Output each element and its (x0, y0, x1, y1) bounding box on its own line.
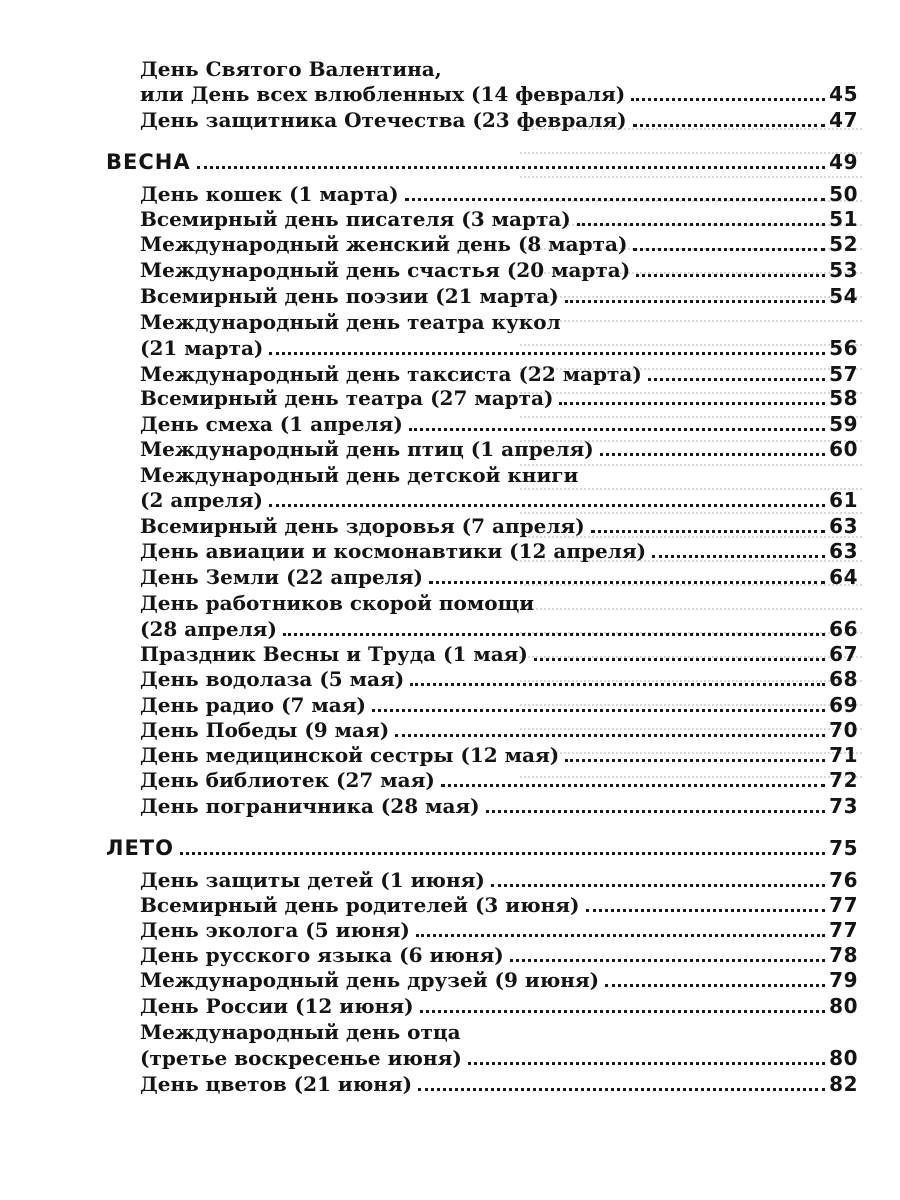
dot-leader (633, 248, 825, 251)
page-number: 58 (829, 386, 858, 410)
page-number: 63 (829, 539, 858, 563)
page-number: 79 (829, 968, 858, 992)
toc-entry (140, 106, 858, 132)
page-number: 47 (829, 108, 858, 132)
dot-leader (197, 166, 826, 169)
page-number: 76 (829, 868, 858, 892)
entry-title: День библиотек (27 мая) (140, 768, 435, 792)
entry-title: (28 апреля) (140, 617, 277, 641)
entry-title: День защитника Отечества (23 февраля) (140, 108, 627, 132)
dot-leader (636, 274, 825, 277)
dot-leader (372, 709, 825, 712)
entry-title: День смеха (1 апреля) (140, 412, 403, 436)
entry-title: День Победы (9 мая) (140, 718, 390, 742)
toc-entry (140, 435, 858, 461)
entry-title: Международный день отца (140, 1020, 461, 1044)
toc-entry (140, 741, 858, 767)
entry-title: День России (12 июня) (140, 994, 414, 1018)
entry-title: Международный день таксиста (22 марта) (140, 362, 642, 386)
page-number: 56 (829, 336, 858, 360)
dot-leader (652, 555, 825, 558)
section-title: ЛЕТО (106, 836, 174, 860)
toc-entry (140, 282, 858, 308)
entry-title: День радио (7 мая) (140, 693, 367, 717)
dot-leader (441, 784, 825, 787)
entry-title: (2 апреля) (140, 488, 263, 512)
dot-leader (486, 810, 826, 813)
toc-entry (140, 180, 858, 206)
dot-leader (565, 300, 826, 303)
entry-title: Международный женский день (8 марта) (140, 232, 628, 256)
dot-leader (395, 734, 825, 737)
toc-entry (140, 486, 858, 512)
toc-entry (140, 941, 858, 967)
page-number: 53 (829, 258, 858, 282)
dot-leader (605, 984, 825, 987)
toc-entry (140, 230, 858, 256)
dot-leader (405, 198, 826, 201)
dot-leader (631, 98, 825, 101)
entry-title: Всемирный день писателя (3 марта) (140, 207, 571, 231)
dot-leader (429, 581, 825, 584)
entry-title: Международный день детской книги (140, 463, 579, 487)
entry-title: (третье воскресенье июня) (140, 1046, 462, 1070)
dot-leader (565, 759, 825, 762)
toc-entry (140, 992, 858, 1018)
toc-entry (140, 308, 858, 334)
dot-leader (633, 124, 826, 127)
toc-entry (140, 665, 858, 691)
toc-entry (140, 716, 858, 742)
dot-leader (468, 1062, 825, 1065)
toc-entry (140, 966, 858, 992)
toc-entry (140, 410, 858, 436)
entry-title: День цветов (21 июня) (140, 1072, 413, 1096)
page-number: 64 (829, 565, 858, 589)
toc-entry (140, 615, 858, 641)
toc-entry (140, 512, 858, 538)
page-number: 59 (829, 412, 858, 436)
entry-title: Всемирный день поэзии (21 марта) (140, 284, 559, 308)
page-number: 49 (829, 150, 858, 174)
page-number: 77 (829, 918, 858, 942)
dot-leader (409, 428, 825, 431)
entry-title: Всемирный день театра (27 марта) (140, 386, 554, 410)
toc-entry (140, 205, 858, 231)
page-number: 66 (829, 617, 858, 641)
page-number: 61 (829, 488, 858, 512)
page-number: 69 (829, 693, 858, 717)
page-number: 72 (829, 768, 858, 792)
dot-leader (418, 1088, 825, 1091)
toc-entry (140, 384, 858, 410)
page-number: 68 (829, 667, 858, 691)
entry-title: или День всех влюбленных (14 февраля) (140, 82, 626, 106)
page-number: 77 (829, 893, 858, 917)
entry-title: Всемирный день родителей (3 июня) (140, 893, 580, 917)
section-title: ВЕСНА (106, 150, 191, 174)
page-number: 73 (829, 794, 858, 818)
toc-entry (140, 640, 858, 666)
dot-leader (420, 1010, 826, 1013)
page-number: 67 (829, 642, 858, 666)
toc-entry (140, 80, 858, 106)
toc-entry (140, 766, 858, 792)
toc-entry (140, 563, 858, 589)
dot-leader (559, 402, 825, 405)
toc-section-весна (106, 148, 858, 174)
entry-title: День кошек (1 марта) (140, 182, 399, 206)
toc-entry (140, 1044, 858, 1070)
dot-leader (180, 852, 825, 855)
toc-entry (140, 1018, 858, 1044)
entry-title: День работников скорой помощи (140, 591, 535, 615)
entry-title: День Земли (22 апреля) (140, 565, 424, 589)
toc-entry (140, 461, 858, 487)
dot-leader (283, 633, 825, 636)
dot-leader (410, 683, 825, 686)
toc-entry (140, 360, 858, 386)
toc-entry (140, 334, 858, 360)
toc-entry (140, 891, 858, 917)
entry-title: Международный день счастья (20 марта) (140, 258, 631, 282)
entry-title: День русского языка (6 июня) (140, 943, 504, 967)
entry-title: (21 марта) (140, 336, 264, 360)
page-number: 80 (829, 994, 858, 1018)
entry-title: День Святого Валентина, (140, 57, 442, 81)
entry-title: Международный день театра кукол (140, 310, 561, 334)
toc-entry (140, 537, 858, 563)
page-number: 51 (829, 207, 858, 231)
toc-entry (140, 916, 858, 942)
entry-title: Международный день птиц (1 апреля) (140, 437, 594, 461)
dot-leader (416, 934, 825, 937)
entry-title: Всемирный день здоровья (7 апреля) (140, 514, 585, 538)
dot-leader (577, 223, 825, 226)
toc-entry (140, 1070, 858, 1096)
dot-leader (586, 909, 826, 912)
entry-title: День водолаза (5 мая) (140, 667, 405, 691)
entry-title: День защиты детей (1 июня) (140, 868, 485, 892)
toc-entry (140, 55, 858, 81)
entry-title: Праздник Весны и Труда (1 мая) (140, 642, 528, 666)
toc-section-лето (106, 834, 858, 860)
entry-title: День эколога (5 июня) (140, 918, 410, 942)
dot-leader (600, 453, 825, 456)
toc-entry (140, 589, 858, 615)
toc-entry (140, 866, 858, 892)
page-number: 70 (829, 718, 858, 742)
dot-leader (269, 352, 825, 355)
page-number: 57 (829, 362, 858, 386)
page-number: 75 (829, 836, 858, 860)
page-number: 60 (829, 437, 858, 461)
dot-leader (269, 504, 825, 507)
page-number: 45 (829, 82, 858, 106)
dot-leader (534, 658, 825, 661)
page-number: 63 (829, 514, 858, 538)
entry-title: День авиации и космонавтики (12 апреля) (140, 539, 647, 563)
toc-entry (140, 792, 858, 818)
page-number: 80 (829, 1046, 858, 1070)
page-number: 71 (829, 743, 858, 767)
entry-title: День пограничника (28 мая) (140, 794, 480, 818)
dot-leader (510, 959, 825, 962)
entry-title: Международный день друзей (9 июня) (140, 968, 600, 992)
page-number: 82 (829, 1072, 858, 1096)
dot-leader (648, 378, 825, 381)
entry-title: День медицинской сестры (12 мая) (140, 743, 560, 767)
page-number: 54 (829, 284, 858, 308)
dot-leader (591, 530, 825, 533)
toc-entry (140, 256, 858, 282)
page-number: 52 (829, 232, 858, 256)
toc-entry (140, 691, 858, 717)
dot-leader (491, 884, 825, 887)
page-number: 50 (829, 182, 858, 206)
page-number: 78 (829, 943, 858, 967)
